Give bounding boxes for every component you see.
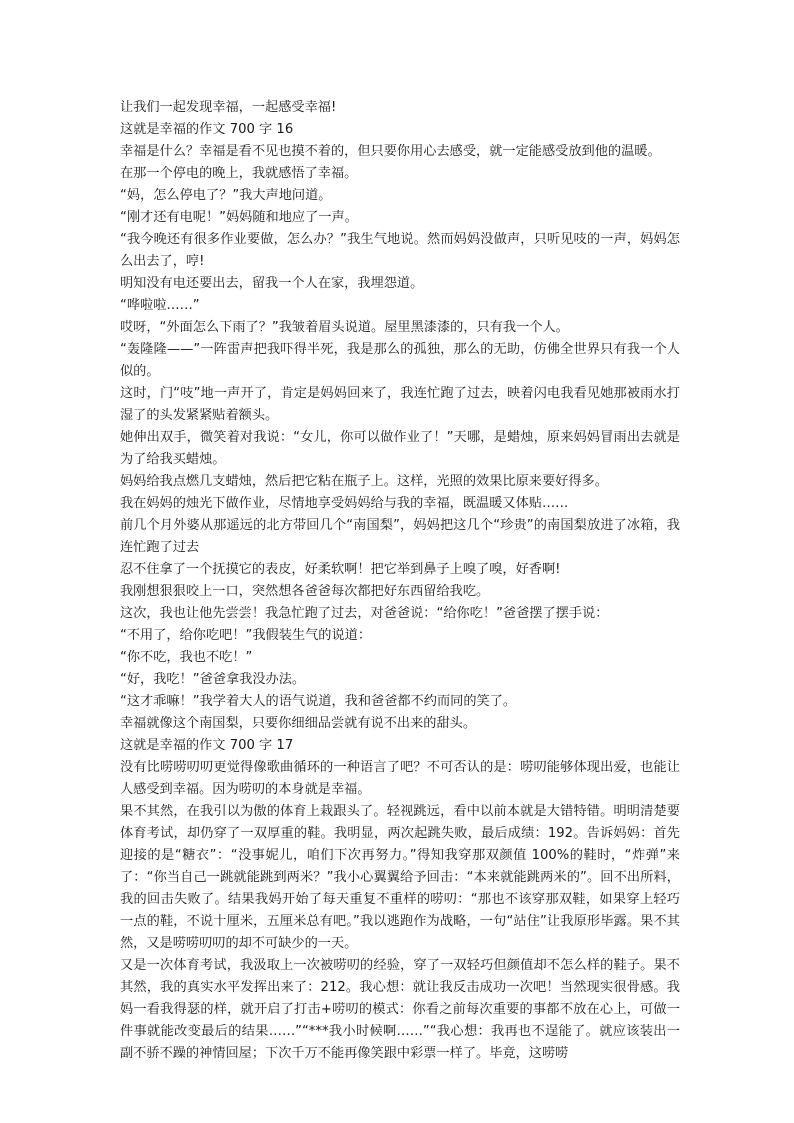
text-paragraph: 幸福是什么？幸福是看不见也摸不着的，但只要你用心去感受，就一定能感受放到他的温暖。 <box>120 144 661 159</box>
text-paragraph: “你不吃，我也不吃！” <box>120 650 253 665</box>
section-title: 这就是幸福的作文 700 字 17 <box>120 738 294 753</box>
text-paragraph: 哎呀，“外面怎么下雨了？”我皱着眉头说道。屋里黑漆漆的，只有我一个人。 <box>120 320 569 335</box>
text-paragraph: 又是一次体育考试，我汲取上一次被唠叨的经验，穿了一双轻巧但颜值却不怎么样的鞋子。果不其然，我的真实水平发挥出来了：212。我心想：就让我反击成功一次吧！当然现实很骨感。我妈一看我得瑟的样，就开启了打击+唠叨的模式：你看之前每次重要的事都不放在心上，可做一件事就能改变最后的结果……”“***我小时候啊……”“我心想：我再也不逞能了。就应该装出一副不骄不躁的神情回屋；下次千万不能再像笑跟中彩票一样了。毕竟，这唠唠 <box>120 958 680 1061</box>
text-paragraph: “轰隆隆——”一阵雷声把我吓得半死，我是那么的孤独，那么的无助，仿佛全世界只有我一个人似的。 <box>120 342 680 379</box>
document-page <box>120 97 680 1065</box>
text-paragraph: 这次，我也让他先尝尝！我急忙跑了过去，对爸爸说：“给你吃！”爸爸摆了摆手说： <box>120 606 609 621</box>
text-paragraph: 我刚想狠狠咬上一口，突然想各爸爸每次都把好东西留给我吃。 <box>120 584 490 599</box>
text-paragraph: 在那一个停电的晚上，我就感悟了幸福。 <box>120 166 358 181</box>
text-paragraph: 我在妈妈的烛光下做作业，尽情地享受妈妈给与我的幸福，既温暖又体贴…… <box>120 496 569 511</box>
text-paragraph: 没有比唠唠叨叨更觉得像歌曲循环的一种语言了吧？不可否认的是：唠叨能够体现出爱，也能让人感受到幸福。因为唠叨的本身就是幸福。 <box>120 760 680 797</box>
text-paragraph: 果不其然，在我引以为傲的体育上栽跟头了。轻视跳远，看中以前本就是大错特错。明明清楚要体育考试，却仍穿了一双厚重的鞋。我明显，两次起跳失败，最后成绩：192。告诉妈妈：首先迎接的是“糖衣”：“没事妮儿，咱们下次再努力。”得知我穿那双颜值 100%的鞋时，“炸弹”来了：“你当自己一跳就能跳到两米？”我小心翼翼给予回击：“本来就能跳两米的”。回不出所料，我的回击失败了。结果我妈开始了每天重复不重样的唠叨：“那也不该穿那双鞋，如果穿上轻巧一点的鞋，不说十厘米，五厘米总有吧。”我以逃跑作为战略，一句“站住”让我原形毕露。果不其然，又是唠唠叨叨的却不可缺少的一天。 <box>120 804 680 951</box>
text-paragraph: “好，我吃！”爸爸拿我没办法。 <box>120 672 306 687</box>
text-paragraph: “刚才还有电呢！”妈妈随和地应了一声。 <box>120 210 358 225</box>
text-paragraph: “哗啦啦……” <box>120 298 200 313</box>
text-paragraph: 明知没有电还要出去，留我一个人在家，我埋怨道。 <box>120 276 424 291</box>
text-paragraph: “不用了，给你吃吧！”我假装生气的说道： <box>120 628 372 643</box>
text-paragraph: 妈妈给我点燃几支蜡烛，然后把它粘在瓶子上。这样，光照的效果比原来要好得多。 <box>120 474 608 489</box>
section-title: 这就是幸福的作文 700 字 16 <box>120 122 294 137</box>
text-line: 让我们一起发现幸福，一起感受幸福! <box>120 100 337 115</box>
text-paragraph: 她伸出双手，微笑着对我说：“女儿，你可以做作业了！”天哪，是蜡烛，原来妈妈冒雨出去就是为了给我买蜡烛。 <box>120 430 680 467</box>
text-paragraph: “这才乖嘛！”我学着大人的语气说道，我和爸爸都不约而同的笑了。 <box>120 694 517 709</box>
text-paragraph: 忍不住拿了一个抚摸它的表皮，好柔软啊！把它举到鼻子上嗅了嗅，好香啊! <box>120 562 561 577</box>
text-paragraph: 前几个月外婆从那遥远的北方带回几个“南国梨”，妈妈把这几个“珍贵”的南国梨放进了冰箱，我连忙跑了过去 <box>120 518 680 555</box>
text-paragraph: “我今晚还有很多作业要做，怎么办？”我生气地说。然而妈妈没做声，只听见吱的一声，妈妈怎么出去了，哼! <box>120 232 680 269</box>
text-paragraph: 这时，门“吱”地一声开了，肯定是妈妈回来了，我连忙跑了过去，映着闪电我看见她那被雨水打湿了的头发紧紧贴着额头。 <box>120 386 680 423</box>
text-paragraph: 幸福就像这个南国梨，只要你细细品尝就有说不出来的甜头。 <box>120 716 477 731</box>
text-paragraph: “妈，怎么停电了？”我大声地问道。 <box>120 188 332 203</box>
